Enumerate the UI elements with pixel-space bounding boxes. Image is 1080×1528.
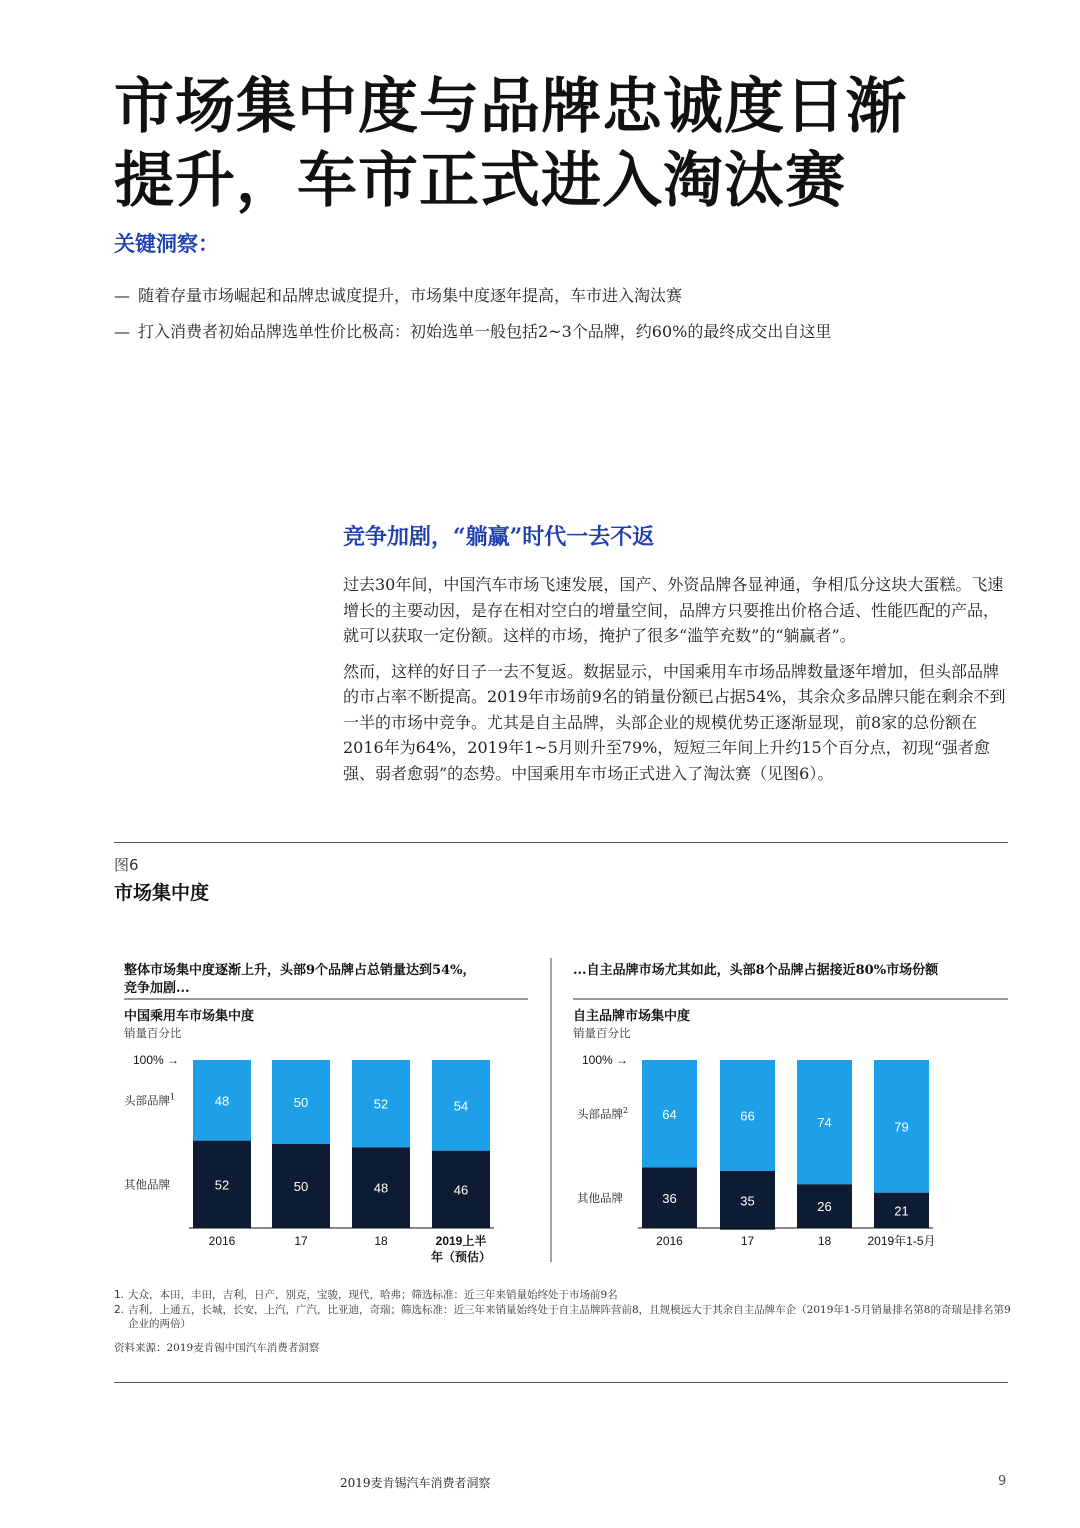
category-tick-label: 2016 xyxy=(656,1234,683,1248)
series-label-other: 其他品牌 xyxy=(124,1177,170,1192)
dash-icon: — xyxy=(114,286,130,305)
chart-title: 中国乘用车市场集中度 xyxy=(124,1009,255,1024)
bar-value-head: 48 xyxy=(214,1093,230,1109)
category-tick-label: 年（预估） xyxy=(430,1250,492,1264)
bar-value-head: 66 xyxy=(740,1108,755,1124)
key-insight-text: 随着存量市场崛起和品牌忠诚度提升，市场集中度逐年提高，车市进入淘汰赛 xyxy=(138,286,683,305)
footnotes xyxy=(114,1288,1014,1332)
page-title-line-2: 提升，车市正式进入淘汰赛 xyxy=(114,146,846,216)
bar-value-head: 64 xyxy=(662,1106,677,1122)
key-insights-heading: 关键洞察： xyxy=(114,231,219,256)
bar-value-other: 50 xyxy=(293,1179,309,1194)
bar-value-head: 52 xyxy=(373,1096,389,1112)
series-label-footnote-marker: 1 xyxy=(170,1092,176,1102)
chart-headline: 整体市场集中度逐渐上升，头部9个品牌占总销量达到54%， xyxy=(124,963,476,978)
footnote xyxy=(114,1288,1014,1303)
figure-title: 市场集中度 xyxy=(114,882,210,904)
chart-top-marker: 100% → xyxy=(581,1053,628,1067)
section-heading: 竞争加剧，“躺赢”时代一去不返 xyxy=(343,524,655,550)
footer-publication: 2019麦肯锡汽车消费者洞察 xyxy=(340,1476,491,1490)
chart-headline: 竞争加剧... xyxy=(124,981,190,996)
footnote-text: 大众，本田，丰田，吉利，日产，别克，宝骏，现代，哈弗；筛选标准：近三年来销量始终处于市场前9名 xyxy=(128,1289,618,1301)
chart-top-marker: 100% → xyxy=(132,1053,179,1067)
figure-label: 图6 xyxy=(114,856,139,874)
divider-bottom xyxy=(114,1382,1008,1383)
category-tick-label: 17 xyxy=(294,1234,308,1248)
bar-value-other: 52 xyxy=(214,1177,230,1193)
series-label-other: 其他品牌 xyxy=(577,1190,623,1205)
footnote-text: 吉利，上通五，长城，长安，上汽，广汽，比亚迪，奇瑞；筛选标准：近三年来销量始终处于自主品牌阵营前8，且规模远大于其余自主品牌车企（2019年1-5月销量排名第8的奇瑞是排名第9企业的两倍） xyxy=(128,1303,1011,1330)
bar-value-head: 79 xyxy=(894,1119,909,1135)
bar-value-other: 35 xyxy=(740,1193,755,1209)
series-label-footnote-marker: 2 xyxy=(623,1105,629,1115)
bar-value-other: 48 xyxy=(373,1180,389,1196)
bar-value-head: 50 xyxy=(293,1095,309,1110)
series-label-head: 头部品牌$^1$ xyxy=(124,1092,176,1108)
key-insight-text: 打入消费者初始品牌选单性价比极高：初始选单一般包括2~3个品牌，约60%的最终成交出自这里 xyxy=(138,322,832,341)
category-tick-label: 2019上半 xyxy=(435,1234,487,1248)
category-tick-label: 2016 xyxy=(208,1234,236,1248)
body-paragraph: 然而，这样的好日子一去不复返。数据显示，中国乘用车市场品牌数量逐年增加，但头部品牌的市占率不断提高。2019年市场前9名的销量份额已占据54%，其余众多品牌只能在剩余不到一半的市场中竞争。尤其是自主品牌，头部企业的规模优势正逐渐显现，前8家的总份额在2016年为64%，2019年1~5月则升至79%，短短三年间上升约15个百分点，初现“强者愈强、弱者愈弱”的态势。中国乘用车市场正式进入了淘汰赛（见图6）。 xyxy=(343,661,1006,783)
dash-icon: — xyxy=(114,322,130,341)
chart-title: 自主品牌市场集中度 xyxy=(573,1009,691,1024)
bar-value-other: 26 xyxy=(817,1199,832,1215)
page-title-line-1: 市场集中度与品牌忠诚度日渐 xyxy=(114,72,907,142)
chart-ylabel: 销量百分比 xyxy=(573,1026,631,1040)
bar-value-other: 21 xyxy=(894,1203,909,1219)
footnote-number: 2. xyxy=(114,1303,125,1316)
bar-value-head: 74 xyxy=(817,1115,832,1131)
series-label-head: 头部品牌$^2$ xyxy=(577,1105,629,1121)
category-tick-label: 2019年1-5月 xyxy=(867,1234,936,1248)
bar-value-other: 36 xyxy=(662,1190,677,1206)
bar-value-other: 46 xyxy=(453,1182,469,1198)
category-tick-label: 18 xyxy=(817,1234,832,1248)
footnote xyxy=(114,1303,1014,1332)
bar-value-head: 54 xyxy=(453,1098,469,1114)
chart-ylabel: 销量百分比 xyxy=(124,1026,182,1040)
body-paragraph: 过去30年间，中国汽车市场飞速发展，国产、外资品牌各显神通，争相瓜分这块大蛋糕。飞速增长的主要动因，是存在相对空白的增量空间，品牌方只要推出价格合适、性能匹配的产品，就可以获取一定份额。这样的市场，掩护了很多“滥竽充数”的“躺赢者”。 xyxy=(343,575,1004,645)
footnote-number: 1. xyxy=(114,1289,125,1301)
category-tick-label: 17 xyxy=(740,1234,755,1248)
page-number: 9 xyxy=(998,1474,1007,1489)
source-note: 资料来源：2019麦肯锡中国汽车消费者洞察 xyxy=(114,1342,320,1354)
category-tick-label: 18 xyxy=(374,1234,388,1248)
chart-headline: ...自主品牌市场尤其如此，头部8个品牌占据接近80%市场份额 xyxy=(573,963,939,978)
